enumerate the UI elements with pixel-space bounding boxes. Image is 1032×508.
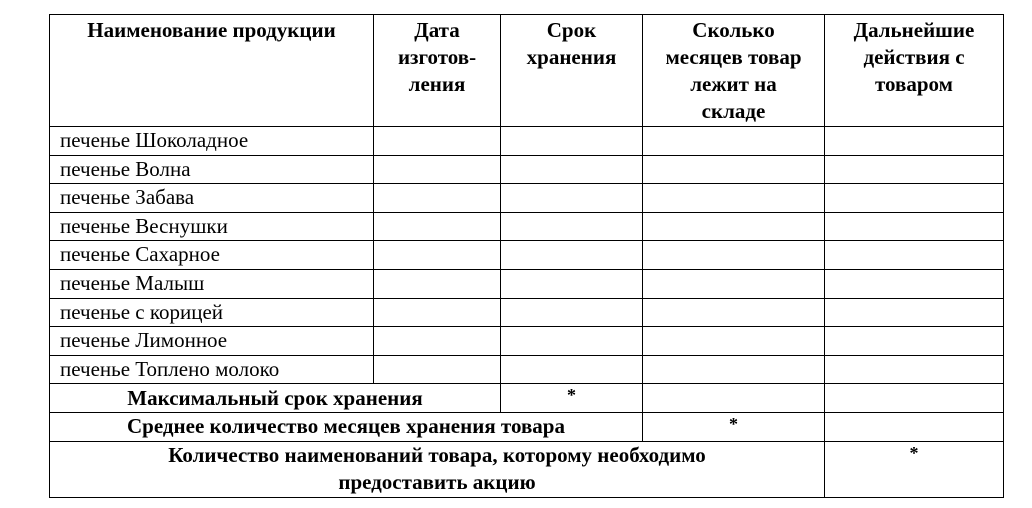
- max-shelf-life-row: [50, 384, 1004, 413]
- cell-shelf: [501, 155, 643, 184]
- cell-months: [643, 327, 825, 356]
- header-product: Наименование продукции: [50, 15, 374, 127]
- cell-actions: [825, 412, 1004, 441]
- cell-date: [374, 155, 501, 184]
- table-row: [50, 298, 1004, 327]
- cell-date: [374, 184, 501, 213]
- cell-actions: [825, 241, 1004, 270]
- cell-actions: [825, 269, 1004, 298]
- product-name: печенье Малыш: [50, 269, 374, 298]
- cell-date: [374, 241, 501, 270]
- avg-months-label: Среднее количество месяцев хранения товара: [50, 412, 643, 441]
- cell-shelf: [501, 269, 643, 298]
- cell-actions: [825, 184, 1004, 213]
- cell-months: [643, 355, 825, 384]
- cell-actions: [825, 327, 1004, 356]
- header-months-in-storage: Сколько месяцев товар лежит на складе: [643, 15, 825, 127]
- table-row: [50, 127, 1004, 156]
- cell-shelf: [501, 327, 643, 356]
- cell-months: [643, 384, 825, 413]
- avg-months-row: [50, 412, 1004, 441]
- cell-actions: [825, 127, 1004, 156]
- cell-actions: [825, 384, 1004, 413]
- cell-shelf: [501, 241, 643, 270]
- header-shelf-life: Срок хранения: [501, 15, 643, 127]
- cell-months: [643, 212, 825, 241]
- table-row: [50, 212, 1004, 241]
- cell-date: [374, 327, 501, 356]
- table-row: [50, 327, 1004, 356]
- cell-actions: [825, 155, 1004, 184]
- cell-months: [643, 298, 825, 327]
- cell-months: [643, 184, 825, 213]
- header-further-actions: Дальнейшие действия с товаром: [825, 15, 1004, 127]
- cell-actions: [825, 212, 1004, 241]
- promo-count-label: Количество наименований товара, которому необходимо предоставить акцию: [50, 441, 825, 497]
- cell-shelf: [501, 212, 643, 241]
- product-name: печенье Веснушки: [50, 212, 374, 241]
- product-name: печенье Сахарное: [50, 241, 374, 270]
- avg-months-mark: *: [643, 412, 825, 441]
- cell-date: [374, 127, 501, 156]
- product-name: печенье Топлено молоко: [50, 355, 374, 384]
- table-row: [50, 269, 1004, 298]
- table-row: [50, 184, 1004, 213]
- product-name: печенье Забава: [50, 184, 374, 213]
- table-header-row: [50, 15, 1004, 127]
- product-name: печенье Лимонное: [50, 327, 374, 356]
- cell-months: [643, 127, 825, 156]
- max-shelf-life-mark: *: [501, 384, 643, 413]
- cell-shelf: [501, 298, 643, 327]
- cell-months: [643, 269, 825, 298]
- cell-date: [374, 355, 501, 384]
- header-manufacture-date: Дата изготов- ления: [374, 15, 501, 127]
- cell-months: [643, 241, 825, 270]
- promo-count-row: [50, 441, 1004, 497]
- product-name: печенье Волна: [50, 155, 374, 184]
- cell-date: [374, 269, 501, 298]
- cell-actions: [825, 355, 1004, 384]
- cell-date: [374, 298, 501, 327]
- table-row: [50, 241, 1004, 270]
- product-storage-table: [49, 14, 1004, 498]
- cell-shelf: [501, 127, 643, 156]
- cell-months: [643, 155, 825, 184]
- max-shelf-life-label: Максимальный срок хранения: [50, 384, 501, 413]
- cell-shelf: [501, 355, 643, 384]
- table-row: [50, 355, 1004, 384]
- product-name: печенье с корицей: [50, 298, 374, 327]
- product-name: печенье Шоколадное: [50, 127, 374, 156]
- cell-date: [374, 212, 501, 241]
- table-row: [50, 155, 1004, 184]
- cell-actions: [825, 298, 1004, 327]
- promo-count-mark: *: [825, 441, 1004, 497]
- cell-shelf: [501, 184, 643, 213]
